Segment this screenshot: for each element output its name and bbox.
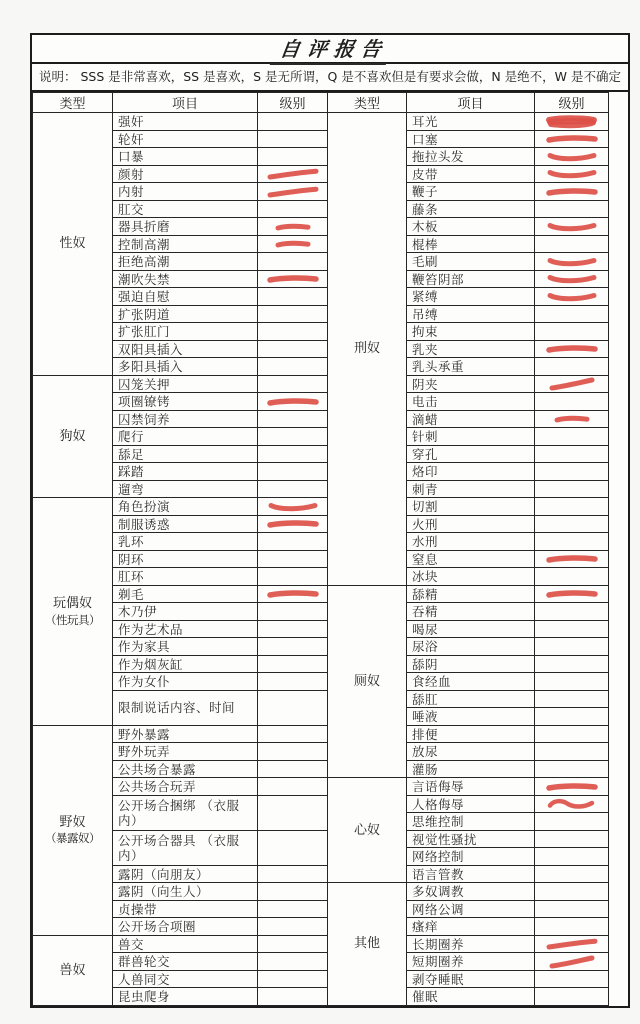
level-cell xyxy=(258,900,328,918)
checklist-tables xyxy=(32,92,628,1006)
item-label: 视觉性骚扰 xyxy=(407,830,535,848)
level-cell xyxy=(258,130,328,148)
checklist-table xyxy=(32,92,328,1006)
column-header-level: 级别 xyxy=(258,93,328,113)
item-label: 电击 xyxy=(407,393,535,411)
red-stroke-icon xyxy=(542,254,602,270)
item-label: 野外暴露 xyxy=(113,725,258,743)
red-stroke-icon xyxy=(542,114,602,130)
level-cell xyxy=(258,253,328,271)
level-cell xyxy=(258,183,328,201)
level-cell xyxy=(535,848,609,866)
red-stroke-icon xyxy=(263,586,323,602)
category-cell: 其他 xyxy=(328,883,407,1006)
level-cell xyxy=(535,760,609,778)
level-cell xyxy=(258,988,328,1006)
red-stroke-icon xyxy=(542,289,602,305)
item-label: 剃毛 xyxy=(113,585,258,603)
table-row xyxy=(33,113,328,131)
category-cell: 玩偶奴 （性玩具） xyxy=(33,498,113,726)
legend-note: 说明： SSS 是非常喜欢，SS 是喜欢，S 是无所谓，Q 是不喜欢但是有要求会做，N 是绝不，W 是不确定 xyxy=(32,64,628,92)
item-label: 潮吹失禁 xyxy=(113,270,258,288)
level-cell xyxy=(258,165,328,183)
item-label: 多阳具插入 xyxy=(113,358,258,376)
item-label: 吞精 xyxy=(407,603,535,621)
red-stroke-icon xyxy=(542,779,602,795)
column-header-type: 类型 xyxy=(328,93,407,113)
level-cell xyxy=(258,463,328,481)
item-label: 窒息 xyxy=(407,550,535,568)
item-label: 尿浴 xyxy=(407,638,535,656)
item-label: 囚笼关押 xyxy=(113,375,258,393)
item-label: 吊缚 xyxy=(407,305,535,323)
red-stroke-icon xyxy=(542,376,602,392)
item-label: 囚禁饲养 xyxy=(113,410,258,428)
level-cell xyxy=(258,970,328,988)
red-stroke-icon xyxy=(542,341,602,357)
level-cell xyxy=(258,480,328,498)
item-label: 鞭子 xyxy=(407,183,535,201)
item-label: 肛环 xyxy=(113,568,258,586)
level-cell xyxy=(258,498,328,516)
item-label: 唾液 xyxy=(407,708,535,726)
item-label: 网络公调 xyxy=(407,900,535,918)
level-cell xyxy=(535,218,609,236)
item-label: 颜射 xyxy=(113,165,258,183)
level-cell xyxy=(535,148,609,166)
level-cell xyxy=(258,655,328,673)
header-row xyxy=(33,93,328,113)
item-label: 爬行 xyxy=(113,428,258,446)
red-stroke-icon xyxy=(542,219,602,235)
level-cell xyxy=(258,393,328,411)
item-label: 贞操带 xyxy=(113,900,258,918)
level-cell xyxy=(258,935,328,953)
level-cell xyxy=(535,428,609,446)
level-cell xyxy=(258,760,328,778)
level-cell xyxy=(535,690,609,708)
level-cell xyxy=(535,480,609,498)
item-label: 舔足 xyxy=(113,445,258,463)
item-label: 制服诱惑 xyxy=(113,515,258,533)
level-cell xyxy=(535,130,609,148)
level-cell xyxy=(258,620,328,638)
right-checklist xyxy=(328,92,609,1006)
item-label: 阴夹 xyxy=(407,375,535,393)
level-cell xyxy=(258,743,328,761)
level-cell xyxy=(258,673,328,691)
level-cell xyxy=(535,813,609,831)
red-stroke-icon xyxy=(542,954,602,970)
category-cell: 性奴 xyxy=(33,113,113,376)
column-header-item: 项目 xyxy=(407,93,535,113)
item-label: 多奴调教 xyxy=(407,883,535,901)
item-label: 舔阴 xyxy=(407,655,535,673)
level-cell xyxy=(258,638,328,656)
item-label: 剥夺睡眠 xyxy=(407,970,535,988)
level-cell xyxy=(535,375,609,393)
title-row xyxy=(32,35,628,64)
red-stroke-icon xyxy=(263,394,323,410)
level-cell xyxy=(258,918,328,936)
report-table-frame xyxy=(30,33,630,1008)
level-cell xyxy=(535,970,609,988)
red-stroke-icon xyxy=(263,219,323,235)
level-cell xyxy=(258,340,328,358)
item-label: 思维控制 xyxy=(407,813,535,831)
table-row xyxy=(328,883,609,901)
checklist-table xyxy=(327,92,609,1006)
item-label: 灌肠 xyxy=(407,760,535,778)
header-row xyxy=(328,93,609,113)
item-label: 轮奸 xyxy=(113,130,258,148)
level-cell xyxy=(258,795,328,830)
item-label: 乳夹 xyxy=(407,340,535,358)
item-label: 人格侮辱 xyxy=(407,795,535,813)
item-label: 踩踏 xyxy=(113,463,258,481)
level-cell xyxy=(258,358,328,376)
item-label: 人兽同交 xyxy=(113,970,258,988)
red-stroke-icon xyxy=(542,796,602,812)
item-label: 口塞 xyxy=(407,130,535,148)
level-cell xyxy=(258,690,328,725)
level-cell xyxy=(258,725,328,743)
item-label: 拖拉头发 xyxy=(407,148,535,166)
item-label: 网络控制 xyxy=(407,848,535,866)
table-row xyxy=(33,935,328,953)
left-checklist xyxy=(32,92,328,1006)
red-stroke-icon xyxy=(542,166,602,182)
level-cell xyxy=(535,288,609,306)
level-cell xyxy=(258,305,328,323)
level-cell xyxy=(258,533,328,551)
item-label: 强奸 xyxy=(113,113,258,131)
document-title: 自评报告 xyxy=(270,33,390,65)
level-cell xyxy=(535,200,609,218)
level-cell xyxy=(258,218,328,236)
level-cell xyxy=(258,568,328,586)
table-row xyxy=(33,498,328,516)
red-stroke-icon xyxy=(542,149,602,165)
item-label: 喝尿 xyxy=(407,620,535,638)
level-cell xyxy=(258,375,328,393)
item-label: 拒绝高潮 xyxy=(113,253,258,271)
item-label: 群兽轮交 xyxy=(113,953,258,971)
level-cell xyxy=(535,463,609,481)
level-cell xyxy=(258,550,328,568)
item-label: 毛刷 xyxy=(407,253,535,271)
red-stroke-icon xyxy=(542,586,602,602)
red-stroke-icon xyxy=(542,411,602,427)
level-cell xyxy=(535,498,609,516)
item-label: 昆虫爬身 xyxy=(113,988,258,1006)
item-label: 棍棒 xyxy=(407,235,535,253)
red-stroke-icon xyxy=(542,936,602,952)
red-stroke-icon xyxy=(263,184,323,200)
level-cell xyxy=(535,673,609,691)
level-cell xyxy=(535,568,609,586)
level-cell xyxy=(535,795,609,813)
level-cell xyxy=(535,165,609,183)
level-cell xyxy=(535,953,609,971)
level-cell xyxy=(535,620,609,638)
item-label: 木乃伊 xyxy=(113,603,258,621)
item-label: 水刑 xyxy=(407,533,535,551)
level-cell xyxy=(258,113,328,131)
level-cell xyxy=(258,288,328,306)
item-label: 耳光 xyxy=(407,113,535,131)
level-cell xyxy=(535,988,609,1006)
item-label: 烙印 xyxy=(407,463,535,481)
level-cell xyxy=(535,515,609,533)
level-cell xyxy=(258,865,328,883)
item-label: 紧缚 xyxy=(407,288,535,306)
level-cell xyxy=(535,410,609,428)
level-cell xyxy=(258,830,328,865)
level-cell xyxy=(535,393,609,411)
red-stroke-icon xyxy=(263,271,323,287)
item-label: 露阴（向生人） xyxy=(113,883,258,901)
column-header-type: 类型 xyxy=(33,93,113,113)
level-cell xyxy=(258,445,328,463)
item-label: 公开场合捆绑 （衣服内） xyxy=(113,795,258,830)
item-label: 长期圈养 xyxy=(407,935,535,953)
item-label: 穿孔 xyxy=(407,445,535,463)
level-cell xyxy=(258,778,328,796)
item-label: 控制高潮 xyxy=(113,235,258,253)
level-cell xyxy=(258,323,328,341)
level-cell xyxy=(535,533,609,551)
item-label: 遛弯 xyxy=(113,480,258,498)
item-label: 针刺 xyxy=(407,428,535,446)
item-label: 乳头承重 xyxy=(407,358,535,376)
item-label: 皮带 xyxy=(407,165,535,183)
item-label: 冰块 xyxy=(407,568,535,586)
level-cell xyxy=(535,183,609,201)
item-label: 野外玩弄 xyxy=(113,743,258,761)
level-cell xyxy=(535,113,609,131)
table-row xyxy=(33,725,328,743)
item-label: 强迫自慰 xyxy=(113,288,258,306)
item-label: 放尿 xyxy=(407,743,535,761)
level-cell xyxy=(258,585,328,603)
category-cell: 厕奴 xyxy=(328,585,407,778)
item-label: 鞭笞阴部 xyxy=(407,270,535,288)
column-header-item: 项目 xyxy=(113,93,258,113)
item-label: 食经血 xyxy=(407,673,535,691)
category-cell: 野奴 （暴露奴） xyxy=(33,725,113,935)
level-cell xyxy=(535,935,609,953)
item-label: 器具折磨 xyxy=(113,218,258,236)
item-label: 扩张阴道 xyxy=(113,305,258,323)
item-label: 公开场合器具 （衣服内） xyxy=(113,830,258,865)
level-cell xyxy=(258,270,328,288)
item-label: 藤条 xyxy=(407,200,535,218)
item-label: 作为烟灰缸 xyxy=(113,655,258,673)
level-cell xyxy=(258,428,328,446)
category-cell: 兽奴 xyxy=(33,935,113,1005)
item-label: 兽交 xyxy=(113,935,258,953)
red-stroke-icon xyxy=(542,131,602,147)
level-cell xyxy=(535,358,609,376)
table-row xyxy=(328,585,609,603)
category-cell: 心奴 xyxy=(328,778,407,883)
level-cell xyxy=(258,515,328,533)
item-label: 公共场合暴露 xyxy=(113,760,258,778)
item-label: 瘙痒 xyxy=(407,918,535,936)
item-label: 双阳具插入 xyxy=(113,340,258,358)
item-label: 作为家具 xyxy=(113,638,258,656)
item-label: 公共场合玩弄 xyxy=(113,778,258,796)
level-cell xyxy=(535,830,609,848)
item-label: 言语侮辱 xyxy=(407,778,535,796)
item-label: 限制说话内容、时间 xyxy=(113,690,258,725)
item-label: 露阴（向朋友） xyxy=(113,865,258,883)
level-cell xyxy=(535,725,609,743)
item-label: 扩张肛门 xyxy=(113,323,258,341)
level-cell xyxy=(258,235,328,253)
category-cell: 刑奴 xyxy=(328,113,407,586)
level-cell xyxy=(535,323,609,341)
red-stroke-icon xyxy=(263,166,323,182)
item-label: 滴蜡 xyxy=(407,410,535,428)
item-label: 角色扮演 xyxy=(113,498,258,516)
item-label: 催眠 xyxy=(407,988,535,1006)
level-cell xyxy=(258,883,328,901)
item-label: 语言管教 xyxy=(407,865,535,883)
item-label: 公开场合项圈 xyxy=(113,918,258,936)
level-cell xyxy=(258,200,328,218)
level-cell xyxy=(535,270,609,288)
red-stroke-icon xyxy=(542,551,602,567)
item-label: 项圈镣铐 xyxy=(113,393,258,411)
item-label: 乳环 xyxy=(113,533,258,551)
red-stroke-icon xyxy=(542,271,602,287)
item-label: 短期圈养 xyxy=(407,953,535,971)
level-cell xyxy=(535,305,609,323)
level-cell xyxy=(535,655,609,673)
item-label: 阴环 xyxy=(113,550,258,568)
column-header-level: 级别 xyxy=(535,93,609,113)
table-row xyxy=(328,113,609,131)
level-cell xyxy=(535,778,609,796)
item-label: 切割 xyxy=(407,498,535,516)
level-cell xyxy=(535,340,609,358)
level-cell xyxy=(535,603,609,621)
level-cell xyxy=(535,253,609,271)
table-row xyxy=(33,375,328,393)
level-cell xyxy=(535,445,609,463)
item-label: 肛交 xyxy=(113,200,258,218)
red-stroke-icon xyxy=(263,516,323,532)
item-label: 舔精 xyxy=(407,585,535,603)
level-cell xyxy=(258,603,328,621)
level-cell xyxy=(535,550,609,568)
level-cell xyxy=(535,918,609,936)
level-cell xyxy=(258,410,328,428)
item-label: 拘束 xyxy=(407,323,535,341)
red-stroke-icon xyxy=(263,236,323,252)
table-row xyxy=(328,778,609,796)
level-cell xyxy=(535,708,609,726)
item-label: 作为艺术品 xyxy=(113,620,258,638)
item-label: 刺青 xyxy=(407,480,535,498)
red-stroke-icon xyxy=(263,499,323,515)
item-label: 舔肛 xyxy=(407,690,535,708)
level-cell xyxy=(535,865,609,883)
level-cell xyxy=(258,148,328,166)
level-cell xyxy=(535,235,609,253)
level-cell xyxy=(535,585,609,603)
red-stroke-icon xyxy=(542,184,602,200)
level-cell xyxy=(535,743,609,761)
level-cell xyxy=(258,953,328,971)
item-label: 作为女仆 xyxy=(113,673,258,691)
item-label: 排便 xyxy=(407,725,535,743)
item-label: 内射 xyxy=(113,183,258,201)
item-label: 口暴 xyxy=(113,148,258,166)
level-cell xyxy=(535,883,609,901)
level-cell xyxy=(535,900,609,918)
level-cell xyxy=(535,638,609,656)
category-cell: 狗奴 xyxy=(33,375,113,498)
item-label: 火刑 xyxy=(407,515,535,533)
item-label: 木板 xyxy=(407,218,535,236)
